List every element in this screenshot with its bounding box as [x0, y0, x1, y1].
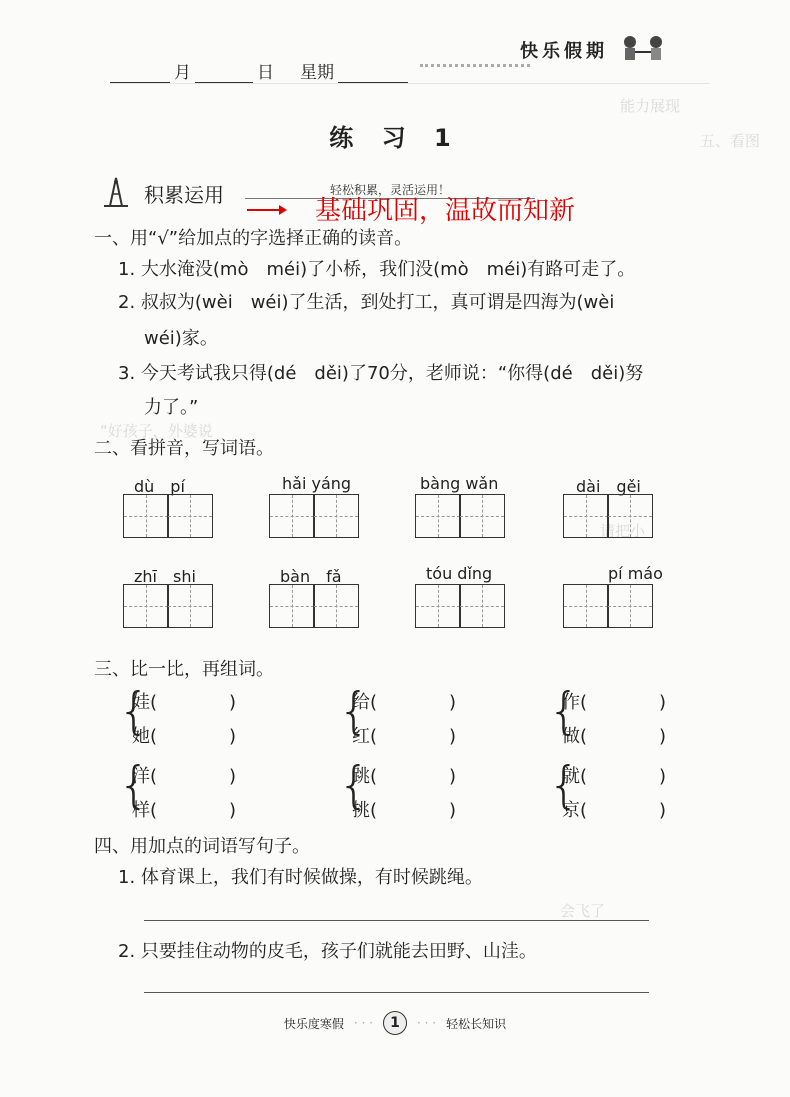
writing-cell[interactable] [167, 584, 213, 628]
pair-top[interactable]: 给( ) [352, 692, 457, 713]
answer-line[interactable] [144, 992, 649, 993]
week-blank[interactable] [338, 66, 408, 83]
answer-line[interactable] [144, 920, 649, 921]
section-name: 积累运用 [144, 182, 224, 207]
writing-cell[interactable] [167, 494, 213, 538]
q2-heading: 二、看拼音，写词语。 [94, 438, 274, 459]
kids-illustration-icon [616, 34, 676, 66]
q1-item-3: 3. 今天考试我只得(dé děi)了70分，老师说：“你得(dé děi)努 [118, 363, 644, 384]
pinyin-label: dài gěi [576, 477, 641, 496]
pinyin-writing-box [124, 474, 224, 544]
pinyin-label: tóu dǐng [426, 564, 493, 583]
pinyin-label: zhī shi [134, 567, 196, 586]
pinyin-label: bàng wǎn [420, 474, 499, 493]
writing-cell[interactable] [123, 494, 169, 538]
brace-icon: { [548, 682, 580, 740]
writing-cell[interactable] [459, 494, 505, 538]
writing-cell[interactable] [415, 494, 461, 538]
writing-cell[interactable] [313, 494, 359, 538]
day-blank[interactable] [195, 66, 253, 83]
pinyin-label: bàn fǎ [280, 567, 342, 586]
pinyin-writing-box [270, 474, 370, 544]
pair-top[interactable]: 跳( ) [352, 766, 457, 787]
writing-cell[interactable] [607, 494, 653, 538]
pair-bottom[interactable]: 红( ) [352, 726, 457, 747]
q1-item-2-cont: wéi)家。 [144, 328, 218, 349]
pair-bottom[interactable]: 她( ) [132, 726, 237, 747]
pinyin-label: hǎi yáng [282, 474, 352, 493]
char-compare-pair [338, 682, 478, 752]
char-compare-pair [118, 756, 258, 826]
char-compare-pair [548, 756, 688, 826]
pair-bottom[interactable]: 做( ) [562, 726, 667, 747]
red-annotation: 基础巩固，温故而知新 [315, 196, 576, 226]
brace-icon: { [118, 756, 150, 814]
show-through-text: 请把小 [600, 522, 646, 540]
red-arrow-icon [247, 203, 287, 217]
pinyin-writing-box [124, 564, 224, 634]
pinyin-writing-box [564, 474, 664, 544]
month-label: 月 [174, 63, 191, 83]
week-label: 星期 [300, 63, 334, 83]
writing-cell[interactable] [459, 584, 505, 628]
pair-top[interactable]: 就( ) [562, 766, 667, 787]
pinyin-writing-box [416, 564, 516, 634]
writing-cell[interactable] [563, 494, 609, 538]
day-label: 日 [257, 63, 274, 83]
writing-cell[interactable] [123, 584, 169, 628]
pair-top[interactable]: 洋( ) [132, 766, 237, 787]
footer-dots: · · · [417, 1016, 437, 1030]
footer-left: 快乐度寒假 [283, 1016, 344, 1031]
q1-heading: 一、用“√”给加点的字选择正确的读音。 [94, 228, 413, 249]
writing-cell[interactable] [269, 494, 315, 538]
section-tagline: 轻松积累，灵活运用！ [330, 183, 451, 197]
show-through-text: 能力展现 [620, 97, 681, 115]
brace-icon: { [118, 682, 150, 740]
pinyin-writing-box [270, 564, 370, 634]
page-number: 1 [383, 1011, 407, 1035]
header-rule [110, 83, 710, 84]
writing-cell[interactable] [415, 584, 461, 628]
q1-item-2: 2. 叔叔为(wèi wéi)了生活，到处打工，真可谓是四海为(wèi [118, 292, 615, 313]
month-blank[interactable] [110, 66, 170, 83]
brand-banner [520, 32, 730, 68]
pair-bottom[interactable]: 京( ) [562, 800, 667, 821]
q4-item-1: 1. 体育课上，我们有时候做操，有时候跳绳。 [118, 867, 483, 888]
pinyin-writing-box [416, 474, 516, 544]
tower-icon [98, 176, 134, 210]
brand-title: 快乐假期 [520, 41, 608, 62]
writing-cell[interactable] [607, 584, 653, 628]
footer-right: 轻松长知识 [446, 1016, 507, 1031]
q1-item-1: 1. 大水淹没(mò méi)了小桥，我们没(mò méi)有路可走了。 [118, 259, 636, 280]
show-through-text: 五、看图 [700, 132, 761, 150]
q4-item-2: 2. 只要挂住动物的皮毛，孩子们就能去田野、山洼。 [118, 941, 537, 962]
dotted-divider [420, 64, 530, 67]
footer-dots: · · · [353, 1016, 373, 1030]
pair-top[interactable]: 娃( ) [132, 692, 237, 713]
q3-heading: 三、比一比，再组词。 [94, 659, 274, 680]
pair-top[interactable]: 作( ) [562, 692, 667, 713]
section-header [98, 176, 224, 210]
pinyin-label: pí máo [608, 564, 663, 583]
brace-icon: { [338, 682, 370, 740]
char-compare-pair [338, 756, 478, 826]
page-footer [0, 1011, 790, 1035]
pair-bottom[interactable]: 样( ) [132, 800, 237, 821]
writing-cell[interactable] [269, 584, 315, 628]
char-compare-pair [118, 682, 258, 752]
show-through-text: “好孩子，外婆说 [100, 422, 213, 440]
brace-icon: { [548, 756, 580, 814]
page-title: 练 习 1 [329, 124, 461, 152]
pinyin-writing-box [564, 564, 664, 634]
pinyin-label: dù pí [134, 477, 185, 496]
q1-item-3-cont: 力了。” [144, 397, 199, 418]
show-through-text: 会飞了 [560, 902, 606, 920]
q4-heading: 四、用加点的词语写句子。 [94, 836, 310, 857]
date-header [110, 58, 408, 83]
brace-icon: { [338, 756, 370, 814]
writing-cell[interactable] [563, 584, 609, 628]
pair-bottom[interactable]: 挑( ) [352, 800, 457, 821]
writing-cell[interactable] [313, 584, 359, 628]
char-compare-pair [548, 682, 688, 752]
